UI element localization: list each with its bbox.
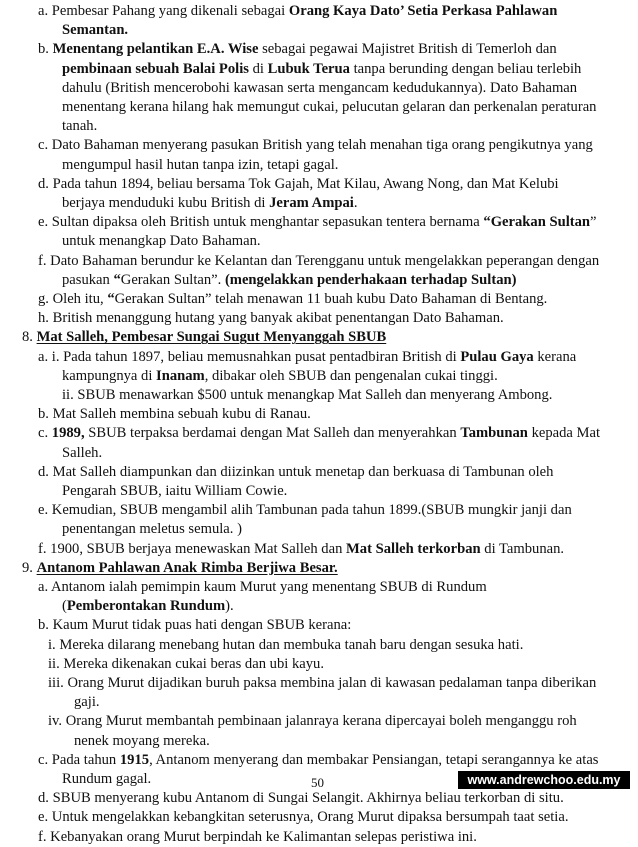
text-segment: , dibakar oleh SBUB dan pengenalan cukai tinggi. [204, 367, 498, 384]
text-segment: kepada Mat [527, 425, 601, 442]
text-line [62, 98, 596, 117]
bold-text: 1915 [119, 751, 150, 768]
bold-text: Lubuk Terua [267, 60, 350, 77]
text-segment: mengumpul hasil hutan tanpa izin, tetapi gagal. [62, 156, 339, 173]
text-line [62, 271, 516, 290]
text-segment: Gerakan Sultan” telah menawan 11 buah kubu Dato Bahaman di Bentang. [114, 291, 548, 307]
text-line [38, 501, 572, 520]
text-line [62, 770, 151, 789]
bold-text: Menentang pelantikan E.A. Wise [52, 41, 259, 58]
bold-text: “ [107, 291, 115, 307]
text-line [48, 712, 577, 731]
text-segment: ” [590, 214, 597, 231]
text-segment: a. Antanom ialah pemimpin kaum Murut yang menentang SBUB di Rundum [38, 579, 487, 595]
text-segment: . [353, 195, 358, 211]
page-number: 50 [311, 775, 324, 790]
text-line [62, 194, 358, 213]
text-segment: menentang kerana hilang hak memungut cukai, pelucutan gelaran dan perkenalan peraturan [62, 99, 597, 115]
text-segment: Gerakan Sultan”. [120, 271, 225, 288]
bold-text: Jeram Ampai [269, 195, 354, 211]
text-line [38, 175, 559, 194]
text-line [62, 482, 287, 501]
text-segment: Pengarah SBUB, iaitu William Cowie. [62, 483, 288, 499]
text-line [62, 367, 498, 386]
text-line [38, 540, 564, 559]
text-line [22, 559, 338, 578]
text-line [62, 444, 102, 463]
text-segment: gaji. [74, 694, 100, 711]
text-segment: d. SBUB menyerang kubu Antanom di Sungai Selangit. Akhirnya beliau terkorban di situ. [38, 790, 564, 807]
text-line [38, 808, 568, 827]
bold-text: Inanam [156, 367, 205, 384]
text-segment: sebagai pegawai Majistret British di Temerloh dan [258, 41, 557, 58]
text-line [38, 2, 557, 21]
bold-text: 1989, [51, 425, 85, 442]
bold-text: Mat Salleh terkorban [346, 540, 481, 557]
text-segment: di Tambunan. [480, 540, 565, 557]
text-line [74, 732, 210, 751]
text-segment: d. Pada tahun 1894, beliau bersama Tok Gajah, Mat Kilau, Awang Nong, dan Mat Kelubi [38, 175, 559, 192]
text-segment: nenek moyang mereka. [74, 732, 210, 749]
text-line [22, 328, 386, 347]
text-segment: c. [38, 425, 52, 442]
text-segment: kerana [533, 348, 577, 365]
text-segment: b. [38, 41, 53, 58]
text-segment: tanpa berunding dengan beliau terlebih [349, 60, 582, 77]
text-segment: , Antanom menyerang dan membakar Pensiangan, tetapi serangannya ke atas [149, 751, 599, 768]
text-line [38, 136, 593, 155]
text-segment: penentangan meletus semula. ) [62, 521, 242, 538]
text-line [48, 636, 523, 655]
text-line [38, 309, 504, 328]
text-line [38, 213, 597, 232]
text-segment: c. Pada tahun [38, 751, 120, 768]
text-segment: iv. Orang Murut membantah pembinaan jalanraya kerana dipercayai boleh menganggu roh [48, 713, 577, 730]
text-segment: untuk menangkap Dato Bahaman. [62, 233, 261, 250]
text-line [62, 597, 234, 616]
text-segment: e. Untuk mengelakkan kebangkitan seterusnya, Orang Murut dipaksa bersumpah taat setia. [38, 809, 569, 826]
text-segment: f. Dato Bahaman berundur ke Kelantan dan Terengganu untuk mengelakkan peperangan dengan [38, 252, 600, 269]
bold-text: pembinaan sebuah Balai Polis [62, 60, 249, 77]
text-segment: ii. Mereka dikenakan cukai beras dan ubi kayu. [48, 655, 324, 672]
text-segment: a. i. Pada tahun 1897, beliau memusnahkan pusat pentadbiran British di [38, 348, 461, 365]
text-segment: e. Sultan dipaksa oleh British untuk menghantar sepasukan tentera bernama [38, 214, 484, 231]
text-line [48, 674, 596, 693]
text-line [38, 578, 487, 597]
text-line [62, 520, 242, 539]
text-line [38, 40, 557, 59]
bold-text: Tambunan [460, 425, 528, 442]
text-segment: iii. Orang Murut dijadikan buruh paksa membina jalan di kawasan pedalaman tanpa diberikan [48, 675, 597, 691]
text-segment: di [248, 60, 268, 77]
text-segment: a. Pembesar Pahang yang dikenali sebagai [38, 3, 289, 19]
text-segment: pasukan [62, 271, 114, 288]
bold-text: Mat Salleh, Pembesar Sungai Sugut Menyanggah SBUB [36, 329, 387, 346]
text-segment: b. Kaum Murut tidak puas hati dengan SBUB kerana: [38, 617, 352, 634]
text-line [38, 463, 553, 482]
text-segment: 8. [22, 329, 37, 346]
text-line [62, 117, 97, 136]
text-line [38, 252, 599, 271]
text-segment: 9. [22, 559, 37, 576]
text-segment: berjaya menduduki kubu British di [62, 195, 270, 211]
text-line [62, 386, 552, 405]
text-segment: h. British menanggung hutang yang banyak akibat penentangan Dato Bahaman. [38, 310, 504, 327]
text-segment: Rundum gagal. [62, 771, 152, 787]
text-line [38, 424, 600, 443]
bold-text: Orang Kaya Dato’ Setia Perkasa Pahlawan [288, 3, 558, 19]
text-segment: f. Kebanyakan orang Murut berpindah ke Kalimantan selepas peristiwa ini. [38, 828, 477, 845]
text-line [38, 751, 598, 770]
text-line [38, 616, 351, 635]
text-line [38, 828, 477, 847]
text-line [38, 789, 564, 808]
text-segment: e. Kemudian, SBUB mengambil alih Tambunan pada tahun 1899.(SBUB mungkir janji dan [38, 502, 572, 519]
text-segment: ii. SBUB menawarkan $500 untuk menangkap Mat Salleh dan menyerang Ambong. [62, 387, 553, 403]
text-segment: ). [225, 598, 234, 615]
text-segment: tanah. [62, 118, 98, 135]
text-line [38, 348, 576, 367]
text-segment: f. 1900, SBUB berjaya menewaskan Mat Salleh dan [38, 540, 347, 557]
bold-text: Antanom Pahlawan Anak Rimba Berjiwa Besar. [36, 559, 338, 576]
bold-text: “ [113, 271, 121, 288]
text-line [62, 156, 338, 175]
text-line [62, 232, 261, 251]
text-line [74, 693, 100, 712]
text-segment: g. Oleh itu, [38, 291, 108, 307]
text-segment: d. Mat Salleh diampunkan dan diizinkan untuk menetap dan berkuasa di Tambunan oleh [38, 463, 554, 480]
text-segment: Salleh. [62, 444, 103, 461]
text-segment: kampungnya di [62, 367, 157, 384]
text-segment: c. Dato Bahaman menyerang pasukan British yang telah menahan tiga orang pengikutnya yang [38, 137, 593, 154]
bold-text: Pulau Gaya [460, 348, 534, 365]
text-line [38, 290, 547, 309]
text-line [62, 79, 577, 98]
bold-text: (mengelakkan penderhakaan terhadap Sultan) [224, 271, 517, 288]
text-line [48, 655, 324, 674]
text-segment: SBUB terpaksa berdamai dengan Mat Salleh dan menyerahkan [84, 425, 461, 442]
text-segment: i. Mereka dilarang menebang hutan dan membuka tanah baru dengan sesuka hati. [48, 636, 524, 653]
text-segment: dahulu (British mencerobohi kawasan serta mengancam kedudukannya). Dato Bahaman [62, 79, 578, 96]
text-segment: ( [62, 598, 67, 615]
bold-text: Pemberontakan Rundum [66, 598, 226, 615]
text-line [62, 60, 581, 79]
text-line [38, 405, 311, 424]
bold-text: “Gerakan Sultan [483, 214, 591, 231]
text-line [62, 21, 128, 40]
bold-text: Semantan. [62, 22, 129, 39]
website-badge: www.andrewchoo.edu.my [458, 771, 630, 789]
text-segment: b. Mat Salleh membina sebuah kubu di Ranau. [38, 406, 311, 423]
